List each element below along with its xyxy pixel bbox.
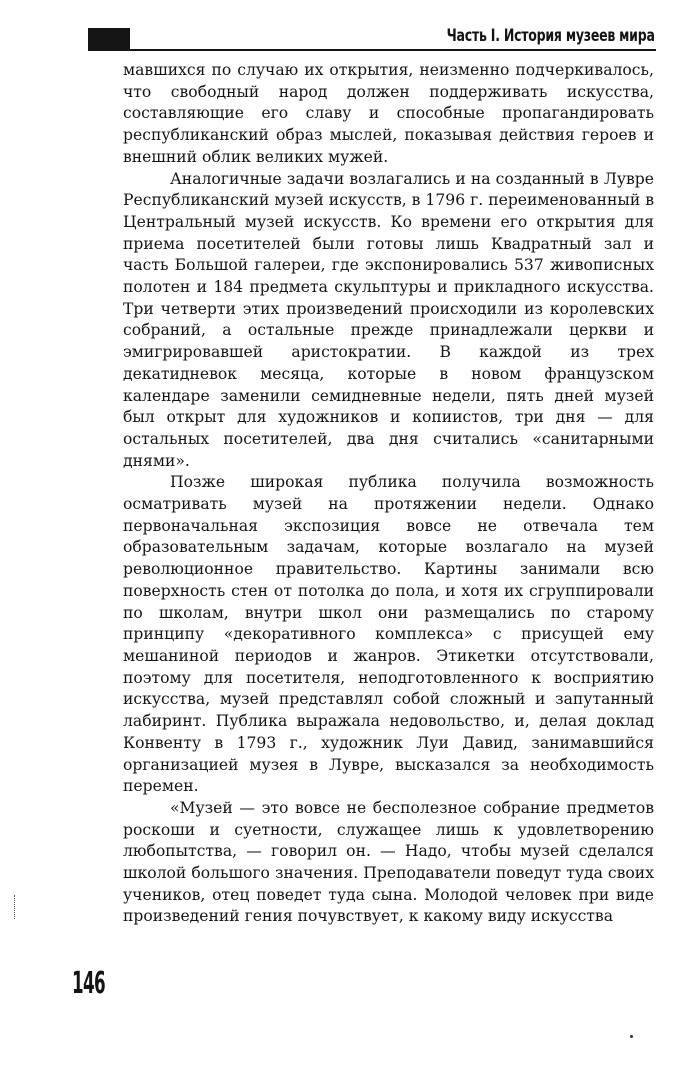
paragraph-continuation: мавшихся по случаю их открытия, неизменно подчеркивалось, что свободный народ должен поддерживать искусства, составляющие его славу и способные пропагандировать республиканский образ мыслей, показывая действия героев и внешний облик великих мужей. [123, 61, 654, 166]
page-number: 146 [72, 966, 106, 1001]
header-block-decoration [88, 28, 130, 49]
paragraph: Позже широкая публика получила возможность осматривать музей на протяжении недели. Однако первоначальная экспозиция вовсе не отвечала тем образовательным задачам, которые возлагало на музей революционное правительство. Картины занимали всю поверхность стен от потолка до пола, и хотя их сгруппировали по школам, внутри школ они размещались по старому принципу «декоративного комплекса» с присущей ему мешаниной периодов и жанров. Этикетки отсутствовали, поэтому для посетителя, неподготовленного к восприятию искусства, музей представлял собой сложный и запутанный лабиринт. Публика выражала недовольство, и, делая доклад Конвенту в 1793 г., художник Луи Давид, занимавшийся организацией музея в Лувре, высказался за необходимость перемен. [123, 473, 654, 796]
paragraph: «Музей — это вовсе не бесполезное собрание предметов роскоши и суетности, служащее лишь к удовлетворению любопытства, — говорил он. — Надо, чтобы музей сделался школой большого значения. Преподаватели поведут туда своих учеников, отец поведет туда сына. Молодой человек при виде произведений гения почувствует, к какому виду искусства [123, 798, 654, 926]
running-title: Часть I. История музеев мира [447, 26, 655, 46]
margin-scan-mark [14, 895, 19, 919]
body-text [123, 60, 654, 928]
scan-speck [630, 1035, 633, 1038]
paragraph: Аналогичные задачи возлагались и на созданный в Лувре Республиканский музей искусств, в 1796 г. переименованный в Центральный музей искусств. Ко времени его открытия для приема посетителей были готовы лишь Квадратный зал и часть Большой галереи, где экспонировались 537 живописных полотен и 184 предмета скульптуры и прикладного искусства. Три четверти этих произведений происходили из королевских собраний, а остальные прежде принадлежали церкви и эмигрировавшей аристократии. В каждой из трех декатидневок месяца, которые в новом французском календаре заменили семидневные недели, пять дней музей был открыт для художников и копиистов, три дня — для остальных посетителей, два дня считались «санитарными днями». [123, 169, 654, 470]
header-rule [88, 49, 656, 51]
